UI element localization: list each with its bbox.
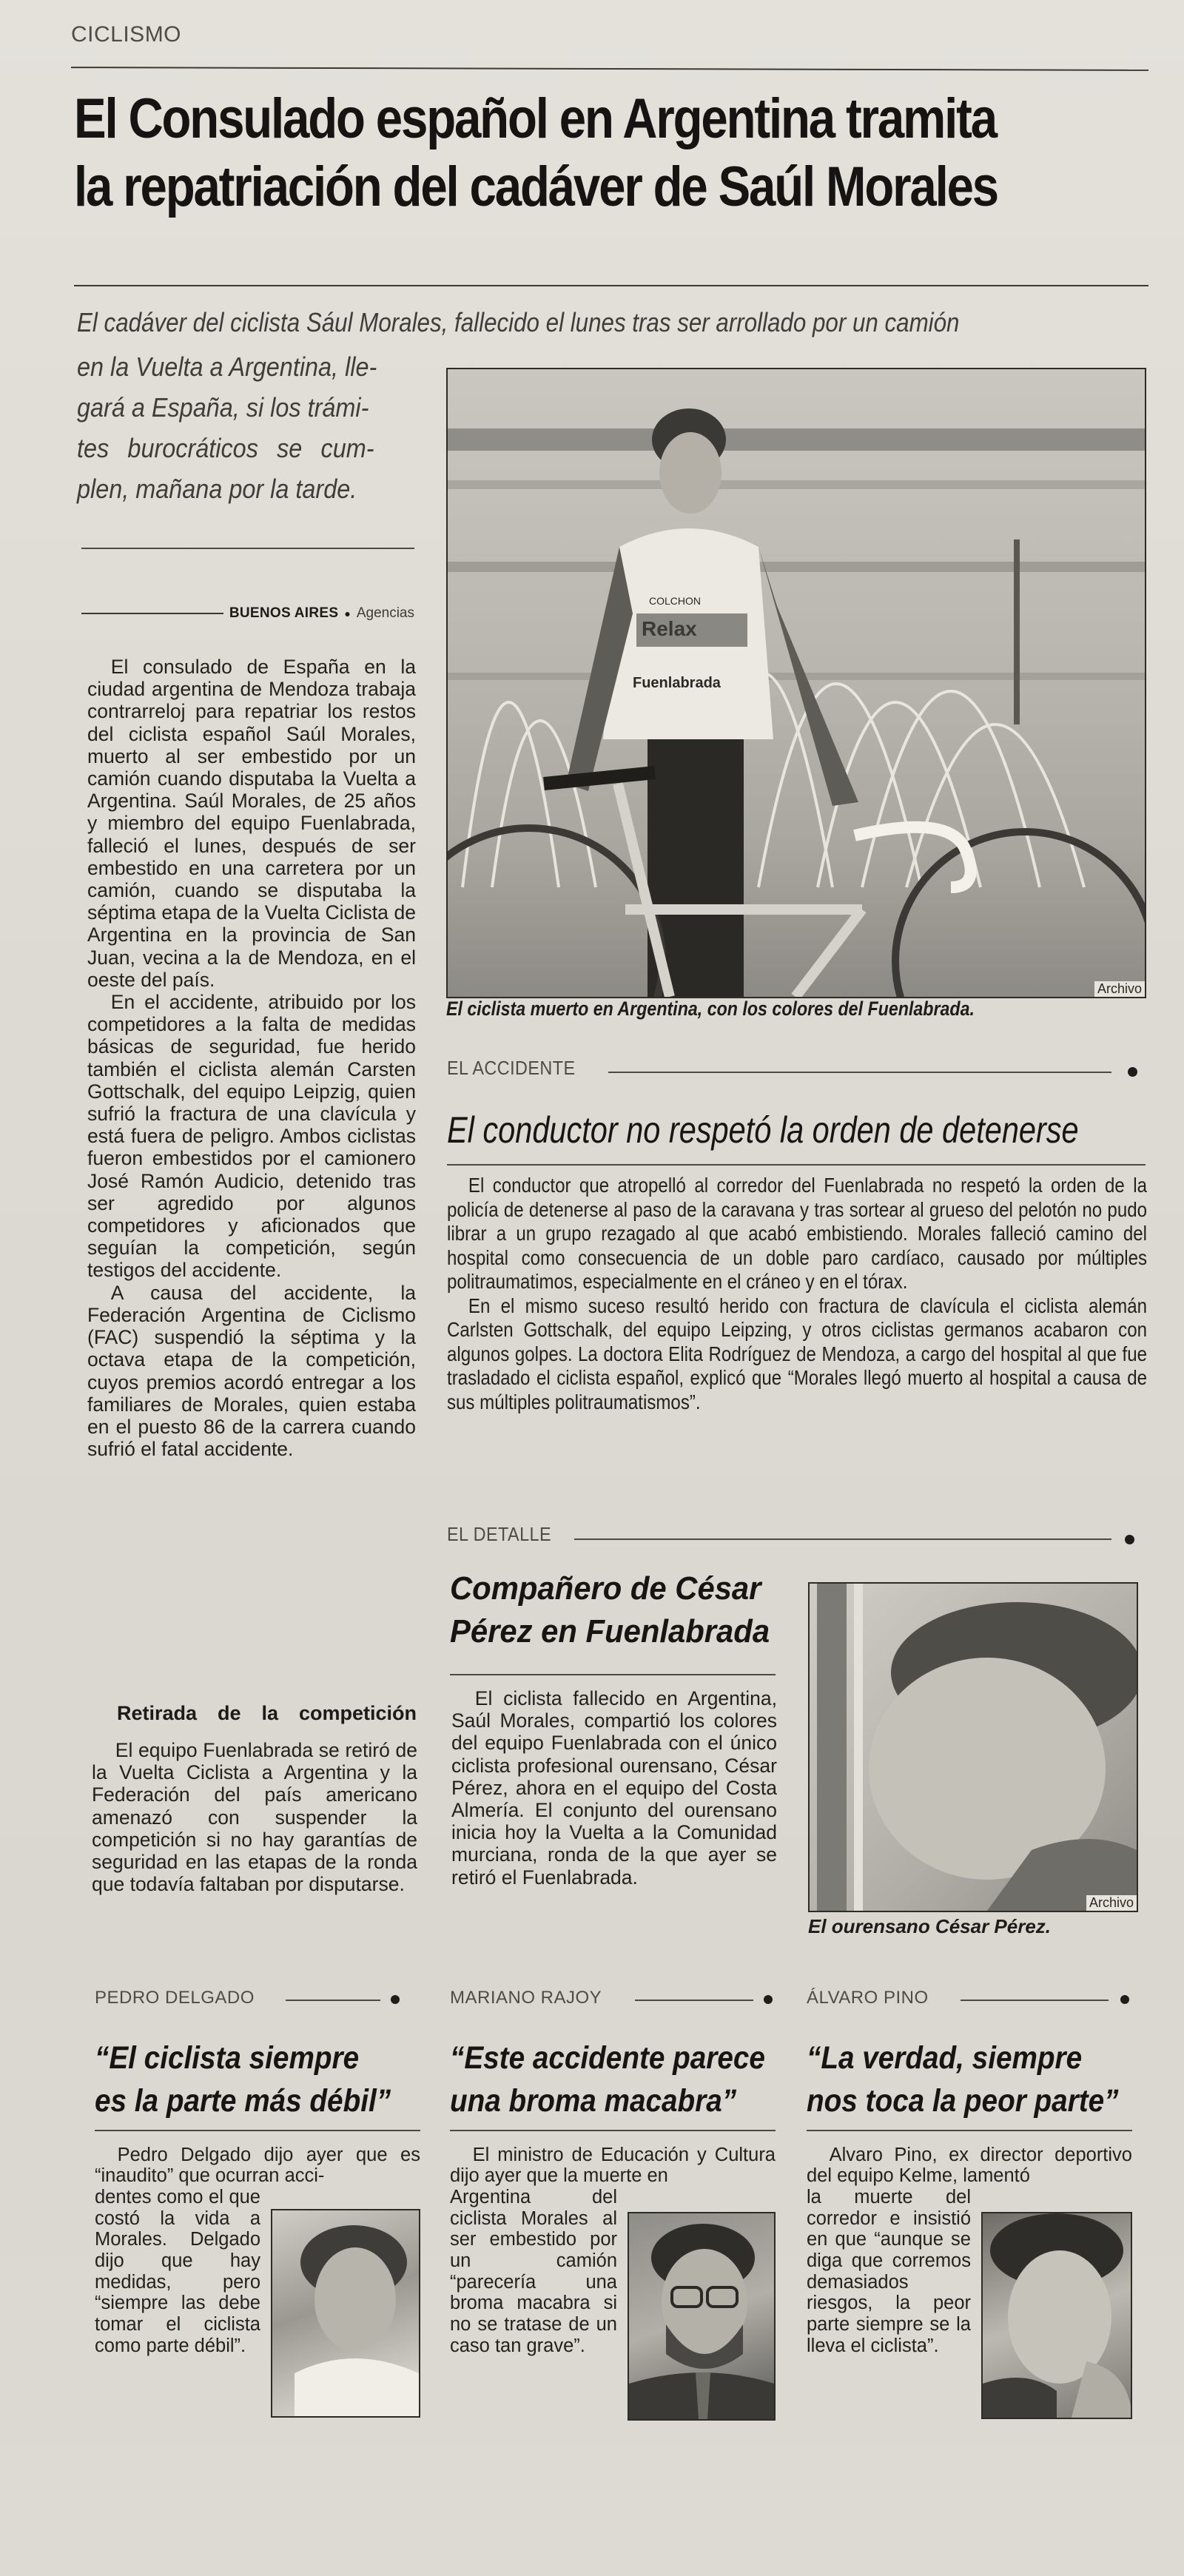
quote-3-label-rule [961, 2000, 1109, 2001]
detail-body [451, 1687, 777, 1889]
detail-title-line-2: Pérez en Fuenlabrada [450, 1613, 770, 1649]
headline-rule [74, 285, 1148, 286]
accident-label-rule [608, 1072, 1111, 1073]
quote-1-label-rule [286, 2000, 380, 2001]
main-paragraph-1: El consulado de España en la ciudad argentina de Mendoza trabaja contrarreloj para repatriar los restos del ciclista español Saúl Morales, muerto al ser embestido por un camión cuando disputaba la Vuelta a Argentina. Saúl Morales, de 25 años y miembro del equipo Fuenlabrada, falleció el lunes, después de ser embestido en una carretera por un camión, cuando se disputaba la séptima etapa de la Vuelta Ciclista de Argentina en la provincia de San Juan, vecina a la de Mendoza, en el oeste del país. [87, 656, 416, 991]
accident-body [447, 1174, 1147, 1414]
main-photo [446, 368, 1146, 998]
byline-rule [81, 613, 223, 614]
quote-pedro-delgado [95, 1988, 420, 2418]
byline [81, 605, 414, 622]
main-subhead: Retirada de la competición [117, 1702, 417, 1724]
accident-bullet-icon [1128, 1067, 1137, 1077]
quote-1-body [95, 2145, 420, 2357]
quote-2-body [450, 2145, 776, 2357]
lead-rule [81, 548, 414, 549]
svg-text:Fuenlabrada: Fuenlabrada [633, 675, 721, 691]
quote-3-title-line-1: “La verdad, siempre [807, 2040, 1083, 2076]
quote-1-title [95, 2037, 391, 2122]
quote-1-title-line-1: “El ciclista siempre [95, 2040, 360, 2076]
main-photo-credit: Archivo [1094, 981, 1145, 997]
lead-line-4: tes burocráticos se cum- [77, 433, 374, 463]
quote-2-body-wrapped: Argentina del ciclista Morales al ser embestido por un camión “parecería una broma macabra si no se tratase de un caso tan grave”. [450, 2186, 617, 2356]
main-article-body [87, 656, 416, 1460]
lead-line-5: plen, mañana por la tarde. [77, 474, 357, 504]
quote-1-label-row [95, 1988, 400, 2014]
quote-3-bullet-icon [1120, 1995, 1129, 2004]
detail-paragraph: El ciclista fallecido en Argentina, Saúl Morales, compartió los colores del equipo Fuenlabrada con el único ciclista profesional ourensano, César Pérez, ahora en el equipo del Costa Almería. El conjunto del ourensano inicia hoy la Vuelta a la Comunidad murciana, ronda de la que ayer se retiró el Fuenlabrada. [451, 1687, 777, 1889]
quote-2-label: MARIANO RAJOY [450, 1988, 602, 2008]
cesar-perez-caption: El ourensano César Pérez. [808, 1915, 1052, 1937]
cyclist-with-bike-image [448, 369, 1145, 997]
main-paragraph-4: El equipo Fuenlabrada se retiró de la Vuelta Ciclista a Argentina y la Federación del país americano amenazó con suspender la competición si no hay garantías de seguridad en las etapas de la ronda que todavía faltaban por disputarse. [92, 1739, 417, 1896]
quote-2-title-line-2: una broma macabra” [450, 2083, 737, 2119]
quote-1-body-full: Pedro Delgado dijo ayer que es “inaudito” que ocurran acci- [95, 2144, 420, 2187]
quote-3-body [807, 2145, 1132, 2357]
svg-text:COLCHON: COLCHON [649, 595, 702, 607]
accident-label: EL ACCIDENTE [447, 1057, 576, 1079]
quote-1-title-rule [95, 2130, 420, 2131]
quote-1-label: PEDRO DELGADO [95, 1988, 255, 2008]
byline-place: BUENOS AIRES [229, 605, 339, 621]
portrait-image [272, 2210, 419, 2416]
quote-2-bullet-icon [764, 1995, 773, 2004]
quote-3-title-rule [807, 2130, 1132, 2131]
detail-label-rule [574, 1538, 1111, 1540]
portrait-image [629, 2213, 774, 2419]
quote-3-label-row [807, 1988, 1132, 2014]
detail-label: EL DETALLE [447, 1523, 552, 1545]
detail-title-rule [450, 1674, 776, 1675]
detail-title [450, 1567, 770, 1653]
quote-1-title-line-2: es la parte más débil” [95, 2083, 391, 2119]
accident-paragraph-2: En el mismo suceso resultó herido con fractura de clavícula el ciclista alemán Carlsten Gottschalk, del equipo Leipzing, y otros ciclistas germanos acabaron con algunos golpes. La doctora Elita Rodríguez de Mendoza, a cargo del hospital al que fue trasladado el ciclista español, explicó que “Morales llegó muerto al hospital a causa de sus múltiples politraumatismos”. [447, 1294, 1147, 1413]
detail-title-line-1: Compañero de César [450, 1570, 761, 1607]
lead-continuation [77, 346, 390, 509]
accident-title-rule [447, 1164, 1146, 1166]
quote-2-label-rule [635, 2000, 753, 2001]
byline-source: Agencias [356, 605, 414, 621]
section-rule [71, 67, 1148, 71]
lead-line-1: El cadáver del ciclista Sául Morales, fallecido el lunes tras ser arrollado por un camión [77, 307, 960, 337]
main-paragraph-3: A causa del accidente, la Federación Argentina de Ciclismo (FAC) suspendió la séptima y la octava etapa de la competición, cuyos premios acordó entregar a los familiares de Morales, quien estaba en el puesto 86 de la carrera cuando sufrió el fatal accidente. [87, 1281, 416, 1461]
quote-2-title [450, 2037, 765, 2122]
accident-title: El conductor no respetó la orden de detenerse [447, 1109, 1079, 1151]
quote-2-body-full: El ministro de Educación y Cultura dijo ayer que la muerte en [450, 2144, 776, 2187]
headline-line-2: la repatriación del cadáver de Saúl Morales [74, 155, 998, 218]
main-article-body-2 [92, 1739, 417, 1895]
cesar-perez-photo-credit: Archivo [1086, 1895, 1137, 1911]
byline-bullet-icon: ● [344, 608, 351, 619]
quote-alvaro-pino [807, 1988, 1132, 2419]
detail-bullet-icon [1125, 1535, 1134, 1544]
quote-mariano-rajoy [450, 1988, 776, 2421]
lead-line-3: gará a España, si los trámi- [77, 392, 369, 423]
portrait-image [983, 2213, 1131, 2418]
alvaro-pino-photo [981, 2212, 1132, 2419]
section-label: CICLISMO [71, 22, 182, 47]
svg-text:Relax: Relax [642, 617, 697, 640]
quote-1-bullet-icon [391, 1995, 400, 2004]
cesar-perez-photo [808, 1582, 1138, 1912]
main-paragraph-2: En el accidente, atribuido por los competidores a la falta de medidas básicas de seguridad, fue herido también el ciclista alemán Carsten Gottschalk, del equipo Leipzig, quien sufrió la fractura de una clavícula y está fuera de peligro. Ambos ciclistas fueron embestidos por el camionero José Ramón Audicio, detenido tras ser agredido por algunos competidores y aficionados que seguían la competición, según testigos del accidente. [87, 991, 416, 1282]
quote-2-label-row [450, 1988, 776, 2014]
portrait-image [810, 1584, 1137, 1911]
headline-line-1: El Consulado español en Argentina tramita [74, 87, 996, 150]
lead-line-2: en la Vuelta a Argentina, lle- [77, 352, 377, 382]
quote-3-body-full: Alvaro Pino, ex director deportivo del equipo Kelme, lamentó [807, 2144, 1132, 2187]
quote-3-label: ÁLVARO PINO [807, 1988, 929, 2008]
quote-3-body-wrapped: la muerte del corredor e insistió en que “aunque se diga que corremos demasiados riesgos, la peor parte siempre se la lleva el ciclista”. [807, 2186, 971, 2356]
headline [74, 85, 998, 221]
pedro-delgado-photo [271, 2209, 420, 2418]
main-photo-caption: El ciclista muerto en Argentina, con los colores del Fuenlabrada. [446, 998, 975, 1020]
mariano-rajoy-photo [628, 2212, 776, 2421]
quote-2-title-rule [450, 2130, 776, 2131]
quote-3-title-line-2: nos toca la peor parte” [807, 2083, 1119, 2119]
quote-2-title-line-1: “Este accidente parece [450, 2040, 765, 2076]
quote-3-title [807, 2037, 1119, 2122]
accident-paragraph-1: El conductor que atropelló al corredor del Fuenlabrada no respetó la orden de la policía de detenerse al paso de la caravana y tras sortear al grueso del pelotón no pudo librar a un grupo rezagado al que acabó embistiendo. Morales falleció camino del hospital como consecuencia de un doble paro cardíaco, causado por múltiples politraumatimos, especialmente en el cráneo y en el tórax. [447, 1174, 1147, 1293]
quote-1-body-wrapped: dentes como el que costó la vida a Morales. Delgado dijo que hay medidas, pero “siempre las debe tomar el ciclista como parte débil”. [95, 2186, 260, 2356]
